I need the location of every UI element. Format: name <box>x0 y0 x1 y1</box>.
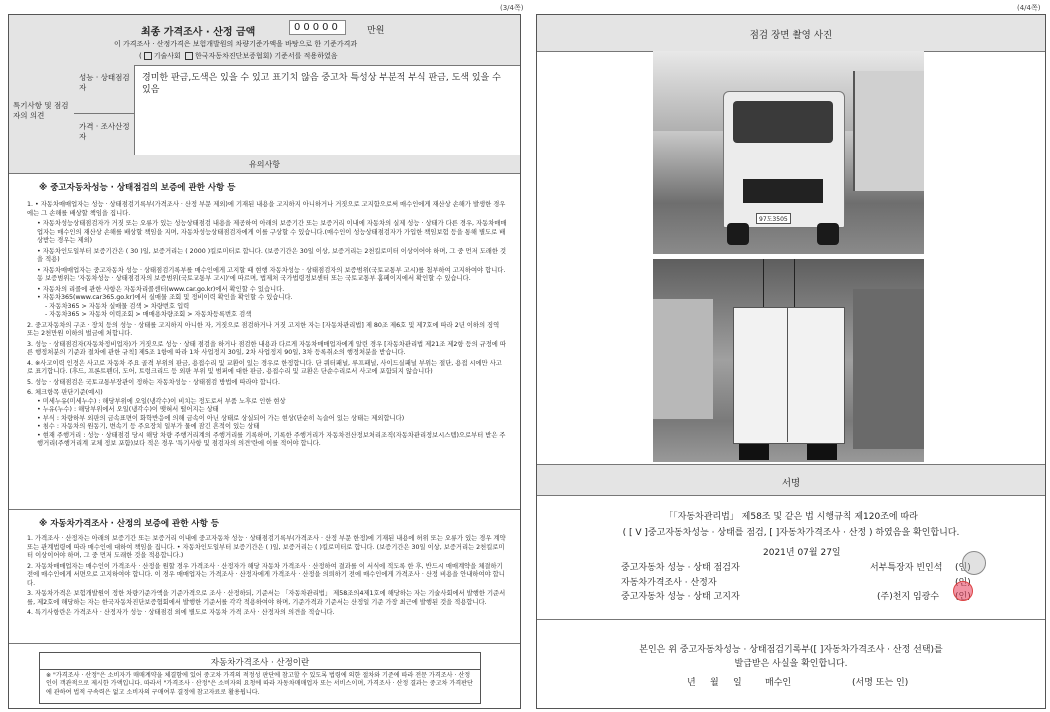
sign-divider <box>537 619 1045 620</box>
left-page <box>8 14 521 709</box>
final-price-desc: 이 가격조사 · 산정가격은 보험개발원의 차량기준가액을 바탕으로 한 기준가격과 <box>114 40 358 48</box>
sign-header-text: 서명 <box>781 478 801 489</box>
confirm-line-2: 발급받은 사실을 확인합니다. <box>734 659 848 669</box>
price-digits <box>289 20 346 35</box>
seal-stamp <box>962 551 986 575</box>
list-item: 5. 성능 · 상태점검은 국토교통부장관이 정하는 자동차성능 · 상태점검 방법에 따라야 합니다. <box>27 378 281 386</box>
list-item: • 침수 : 자동차의 원동기, 변속기 등 주요장치 일부가 물에 잠긴 흔적이 있는 상태 <box>37 423 260 430</box>
inspection-photo-front <box>653 51 924 254</box>
list-item: • 현재 주행거리 : 성능 · 상태점검 당시 해당 차량 주행거리계의 주행거리를 기록하며, 기록한 주행거리가 자동차전산정보처리조직(자동차관리정보시스템)으로부터 받은 주행거리(주행거리계 교체 정보 포함)보다 적은 경우 '특기사항 및 점검자의 의견'란에 이를 적어야 합니다. <box>37 431 506 447</box>
opinion-label-cell <box>9 65 75 155</box>
section1-title: ※ 중고자동차성능 · 상태점검의 보증에 관한 사항 등 <box>39 183 236 193</box>
inspector-label: 성능 · 상태점검자 <box>79 73 130 92</box>
price-digit: 0 <box>312 22 323 33</box>
appraisal-definition-text: ※ "가격조사 · 산정"은 소비자가 매매계약을 체결함에 있어 중고차 가격의 적정성 판단에 참고할 수 있도록 법령에 의한 절차와 기준에 따라 전문 가격조사 · 산정인이 객관적으로 제시한 가액입니다. 따라서 "가격조사 · 산정"은 소비자의 요청에 따라 자동차매매업자 또는 서비스이며, 가격조사 · 산정 결과는 중고차 가격판단에 관하여 법적 구속력은 없고 소비자의 구매여부 결정에 참고자료로 활용됩니다. <box>46 672 473 696</box>
opinion-label: 특기사항 및 점검자의 의견 <box>13 101 69 120</box>
notice-header-text: 유의사항 <box>249 160 280 169</box>
buyer-sign: (서명 또는 인) <box>852 678 909 688</box>
list-item: • 자동차365(www.car365.go.kr)에서 실매물 조회 및 정비이력 확인을 확인할 수 있습니다. <box>37 294 293 301</box>
law-statement-2: ( [ V ]중고자동차성능 · 상태를 점검, [ ]자동차가격조사 · 산정 ) 하였음을 확인합니다. <box>622 528 960 538</box>
option-association: 한국자동차진단보증협회) <box>195 52 273 60</box>
appraisal-definition-box <box>39 669 481 704</box>
license-plate: 97도3505 <box>756 213 791 224</box>
list-item: • 부식 : 차량하부 외판의 금속표면이 화학반응에 의해 금속이 아닌 상태로 상실되어 가는 현상(단순히 녹슬어 있는 상태는 제외합니다) <box>37 414 405 422</box>
role-inspector-seal: (인) <box>955 563 971 573</box>
section1-list <box>27 201 507 451</box>
appraisal-definition-title: 자동차가격조사 · 산정이란 <box>210 658 310 668</box>
confirm-line-1: 본인은 위 중고자동차성능 · 상태점검기록부([ ]자동차가격조사 · 산정 선택)를 <box>639 645 943 655</box>
final-price-section <box>9 15 520 66</box>
list-item: - 자동차365 > 자동차 실매물 검색 > 차량번호 입력 <box>45 302 190 310</box>
buyer-date: 년 월 일 <box>687 678 742 688</box>
list-item: • 자동차인도일부터 보증기간은 ( 30 )일, 보증거리는 ( 2000 )킬로미터로 합니다. (보증기간은 30일 이상, 보증거리는 2천킬로미터 이상이어야 하며, 그 중 먼저 도래한 것을 적용) <box>37 247 507 263</box>
appraiser-label: 가격 · 조사산정자 <box>79 122 130 141</box>
list-item: 1. 가격조사 · 산정자는 아래의 보증기간 또는 보증거리 이내에 중고자동차 성능 · 상태점검기록부(가격조사 · 산정 부문 한정)에 기재된 내용에 허위 또는 오류가 있는 경우 계약 또는 관계법령에 따라 매수인에 대하여 책임을 집니다. • 자동차인도일부터 보증기간은 ( )일, 보증거리는 ( )킬로미터로 합니다. (보증기간은 30일 이상, 보증거리는 2천킬로미터 이상이어야 하며, 그 중 먼저 도래한 것을 적용합니다.) <box>27 535 506 559</box>
page-number-right: (4/4쪽) <box>1017 4 1041 12</box>
role-inspector-name: 서부특장자 빈인석 <box>870 563 943 573</box>
section-divider <box>9 509 520 510</box>
role-appraiser-label: 자동차가격조사 · 산정자 <box>621 578 717 588</box>
option-tech-society: 기술사회 <box>153 52 181 60</box>
list-item: 4. 특기사항란은 가격조사 · 산정자가 성능 · 상태점검 외에 별도로 자동차 가격 조사 · 산정자의 의견을 적습니다. <box>27 609 335 616</box>
price-digit: 0 <box>322 22 332 33</box>
sign-date: 2021년 07월 27일 <box>763 548 841 558</box>
bottom-divider <box>9 643 520 644</box>
list-item: 2. 중고자동차의 구조 · 장치 등의 성능 · 상태를 고지하지 아니한 자, 거짓으로 점검하거나 거짓 고지한 자는 [자동차관리법] 제 80조 제6호 및 제7호에 따라 2년 이하의 징역 또는 2천만원 이하의 벌금에 처합니다. <box>27 321 500 337</box>
price-digit: 0 <box>303 22 313 33</box>
law-statement-1: 「「자동차관리법」 제58조 및 같은 법 시행규칙 제120조에 따라 <box>664 512 918 522</box>
notice-header <box>9 155 520 174</box>
list-item: - 자동차365 > 자동차 이력조회 > 매매용차량조회 > 자동차등록번호 검색 <box>45 311 252 318</box>
checkbox-association <box>185 52 193 60</box>
photo-header <box>537 15 1045 52</box>
red-seal-stamp <box>953 581 973 601</box>
list-item: 3. 자동차가격은 보험개발원이 정한 차량기준가액을 기준가격으로 조사 · 산정하되, 기준서는 「자동차관리법」 제58조의4제1호에 해당하는 자는 기술사회에서 발행한 기준서를, 제2호에 해당하는 자는 한국자동차진단보증협회에서 발행한 기준서를 각각 적용하여야 하며, 기준가격과 기준서는 산정일 기준 가장 최근에 발행된 것을 적용합니다. <box>27 590 506 606</box>
standard-options: ( 기술사회 한국자동차진단보증협회) 기준서를 적용하였음 <box>139 52 338 60</box>
role-inspector-label: 중고자동차 성능 · 상태 점검자 <box>621 563 740 573</box>
final-price-title: 최종 가격조사 · 산정 금액 <box>141 27 256 38</box>
price-digit: 0 <box>331 22 341 33</box>
role-notifier-name: (주)천지 임광수 <box>877 592 940 602</box>
section2-title: ※ 자동차가격조사 · 산정의 보증에 관한 사항 등 <box>39 519 220 529</box>
page-number-left: (3/4쪽) <box>500 4 524 12</box>
photo-header-text: 점검 장면 촬영 사진 <box>749 30 833 41</box>
list-item: • 자동차매매업자는 중고자동차 성능 · 상태점검기록부를 매수인에게 고지할 때 현행 자동차성능 · 상태점검자의 보증범위(국토교통부 고시)를 첨부하여 고지하여야 합니다. 동 보증범위는 '자동차성능 · 상태점검자의 보증범위(국토교통부 고시)'에 따르며, 법제처 국가법령정보센터 또는 국토교통부 홈페이지에서 확인할 수 있습니다. <box>37 266 506 282</box>
price-digit: 0 <box>294 22 304 33</box>
list-item: 3. 성능 · 상태점검자(자동차정비업자)가 거짓으로 성능 · 상태 점검을 하거나 점검한 내용과 다르게 자동차매매업자에게 알린 경우 [자동차관리법 제21조 제2항 등의 규정에 따른 행정처분의 기준과 절차에 관한 규칙] 제5조 1항에 따라 1차 사업정지 30일, 2차 사업정지 90일, 3차 등록취소의 행정처분을 받습니다. <box>27 340 506 356</box>
appraiser-label-cell <box>74 114 135 155</box>
section2-list <box>27 535 507 620</box>
list-item: • 미세누유(미세누수) : 해당부위에 오일(냉각수)이 비치는 정도로서 부품 노후로 인한 현상 <box>37 397 286 405</box>
standard-suffix: 기준서를 적용하였음 <box>274 52 338 60</box>
list-item: 1. • 자동차매매업자는 성능 · 상태점검기록부(가격조사 · 산정 부문 제외)에 기재된 내용을 고지하지 아니하거나 거짓으로 고지함으로써 매수인에게 재산상 손해가 발생한 경우에는 그 손해를 배상할 책임을 집니다. <box>27 201 506 217</box>
right-page <box>536 14 1046 709</box>
opinion-section <box>9 65 520 156</box>
checkbox-tech-society <box>144 52 152 60</box>
inspector-label-cell <box>74 65 135 114</box>
list-item: 6. 체크항목 판단기준(예시) <box>27 389 103 396</box>
list-item: • 누유(누수) : 해당부위에서 오일(냉각수)이 맺혀서 떨어지는 상태 <box>37 406 219 413</box>
buyer-label: 매수인 <box>765 678 792 688</box>
list-item: 2. 자동차매매업자는 매수인이 가격조사 · 산정을 원할 경우 가격조사 · 산정자가 해당 자동차 가격조사 · 산정하여 결과를 이 서식에 적도록 한 후, 반드시 매매계약을 체결하기 전에 매수인에게 서면으로 고지하여야 합니다. 이 경우 매매업자는 가격조사 · 산정자에게 가격조사 · 산정을 의뢰하기 전에 매수인에게 가격조사 · 산정 비용을 안내하여야 합니다. <box>27 562 505 587</box>
appraisal-definition-title-box <box>39 652 481 670</box>
list-item: 4. ※사고이력 인정은 사고로 자동차 주요 골격 부위의 판금, 용접수리 및 교환이 있는 경우로 한정합니다. 단 쿼터패널, 루프패널, 사이드실패널 부위는 절단, 용접 시에만 사고로 표기합니다. (후드, 프론트펜더, 도어, 트렁크리드 등 외판 부위 및 범퍼에 대한 판금, 용접수리 및 교환은 단순수리로서 사고에 포함되지 않습니다) <box>27 359 502 375</box>
role-notifier-label: 중고자동차 성능 · 상태 고지자 <box>621 592 740 602</box>
price-unit: 만원 <box>367 26 385 36</box>
list-item: • 자동차성능상태점검자가 거짓 또는 오류가 있는 성능상태점검 내용을 제공하여 아래의 보증기간 또는 보증거리 이내에 자동차의 실제 성능 · 상태가 다른 경우, 자동차매매업자는 매수인의 재산상 손해를 배상할 책임을 지며, 자동차성능상태점검자에게 이를 구상할 수 있습니다.(매수인이 성능상태점검자가 가입한 책임보험 등을 통해 별도로 배상받는 경우는 제외) <box>37 220 507 244</box>
list-item: • 자동차의 리콜에 관한 사항은 자동차리콜센터(www.car.go.kr)에서 확인할 수 있습니다. <box>37 285 285 293</box>
inspector-opinion: 경미한 판금,도색은 있을 수 있고 표기치 않음 중고차 특성상 부분적 부식 판금, 도색 있을 수 있음 <box>142 73 501 95</box>
inspection-photo-rear <box>653 259 924 462</box>
sign-header <box>537 464 1045 496</box>
